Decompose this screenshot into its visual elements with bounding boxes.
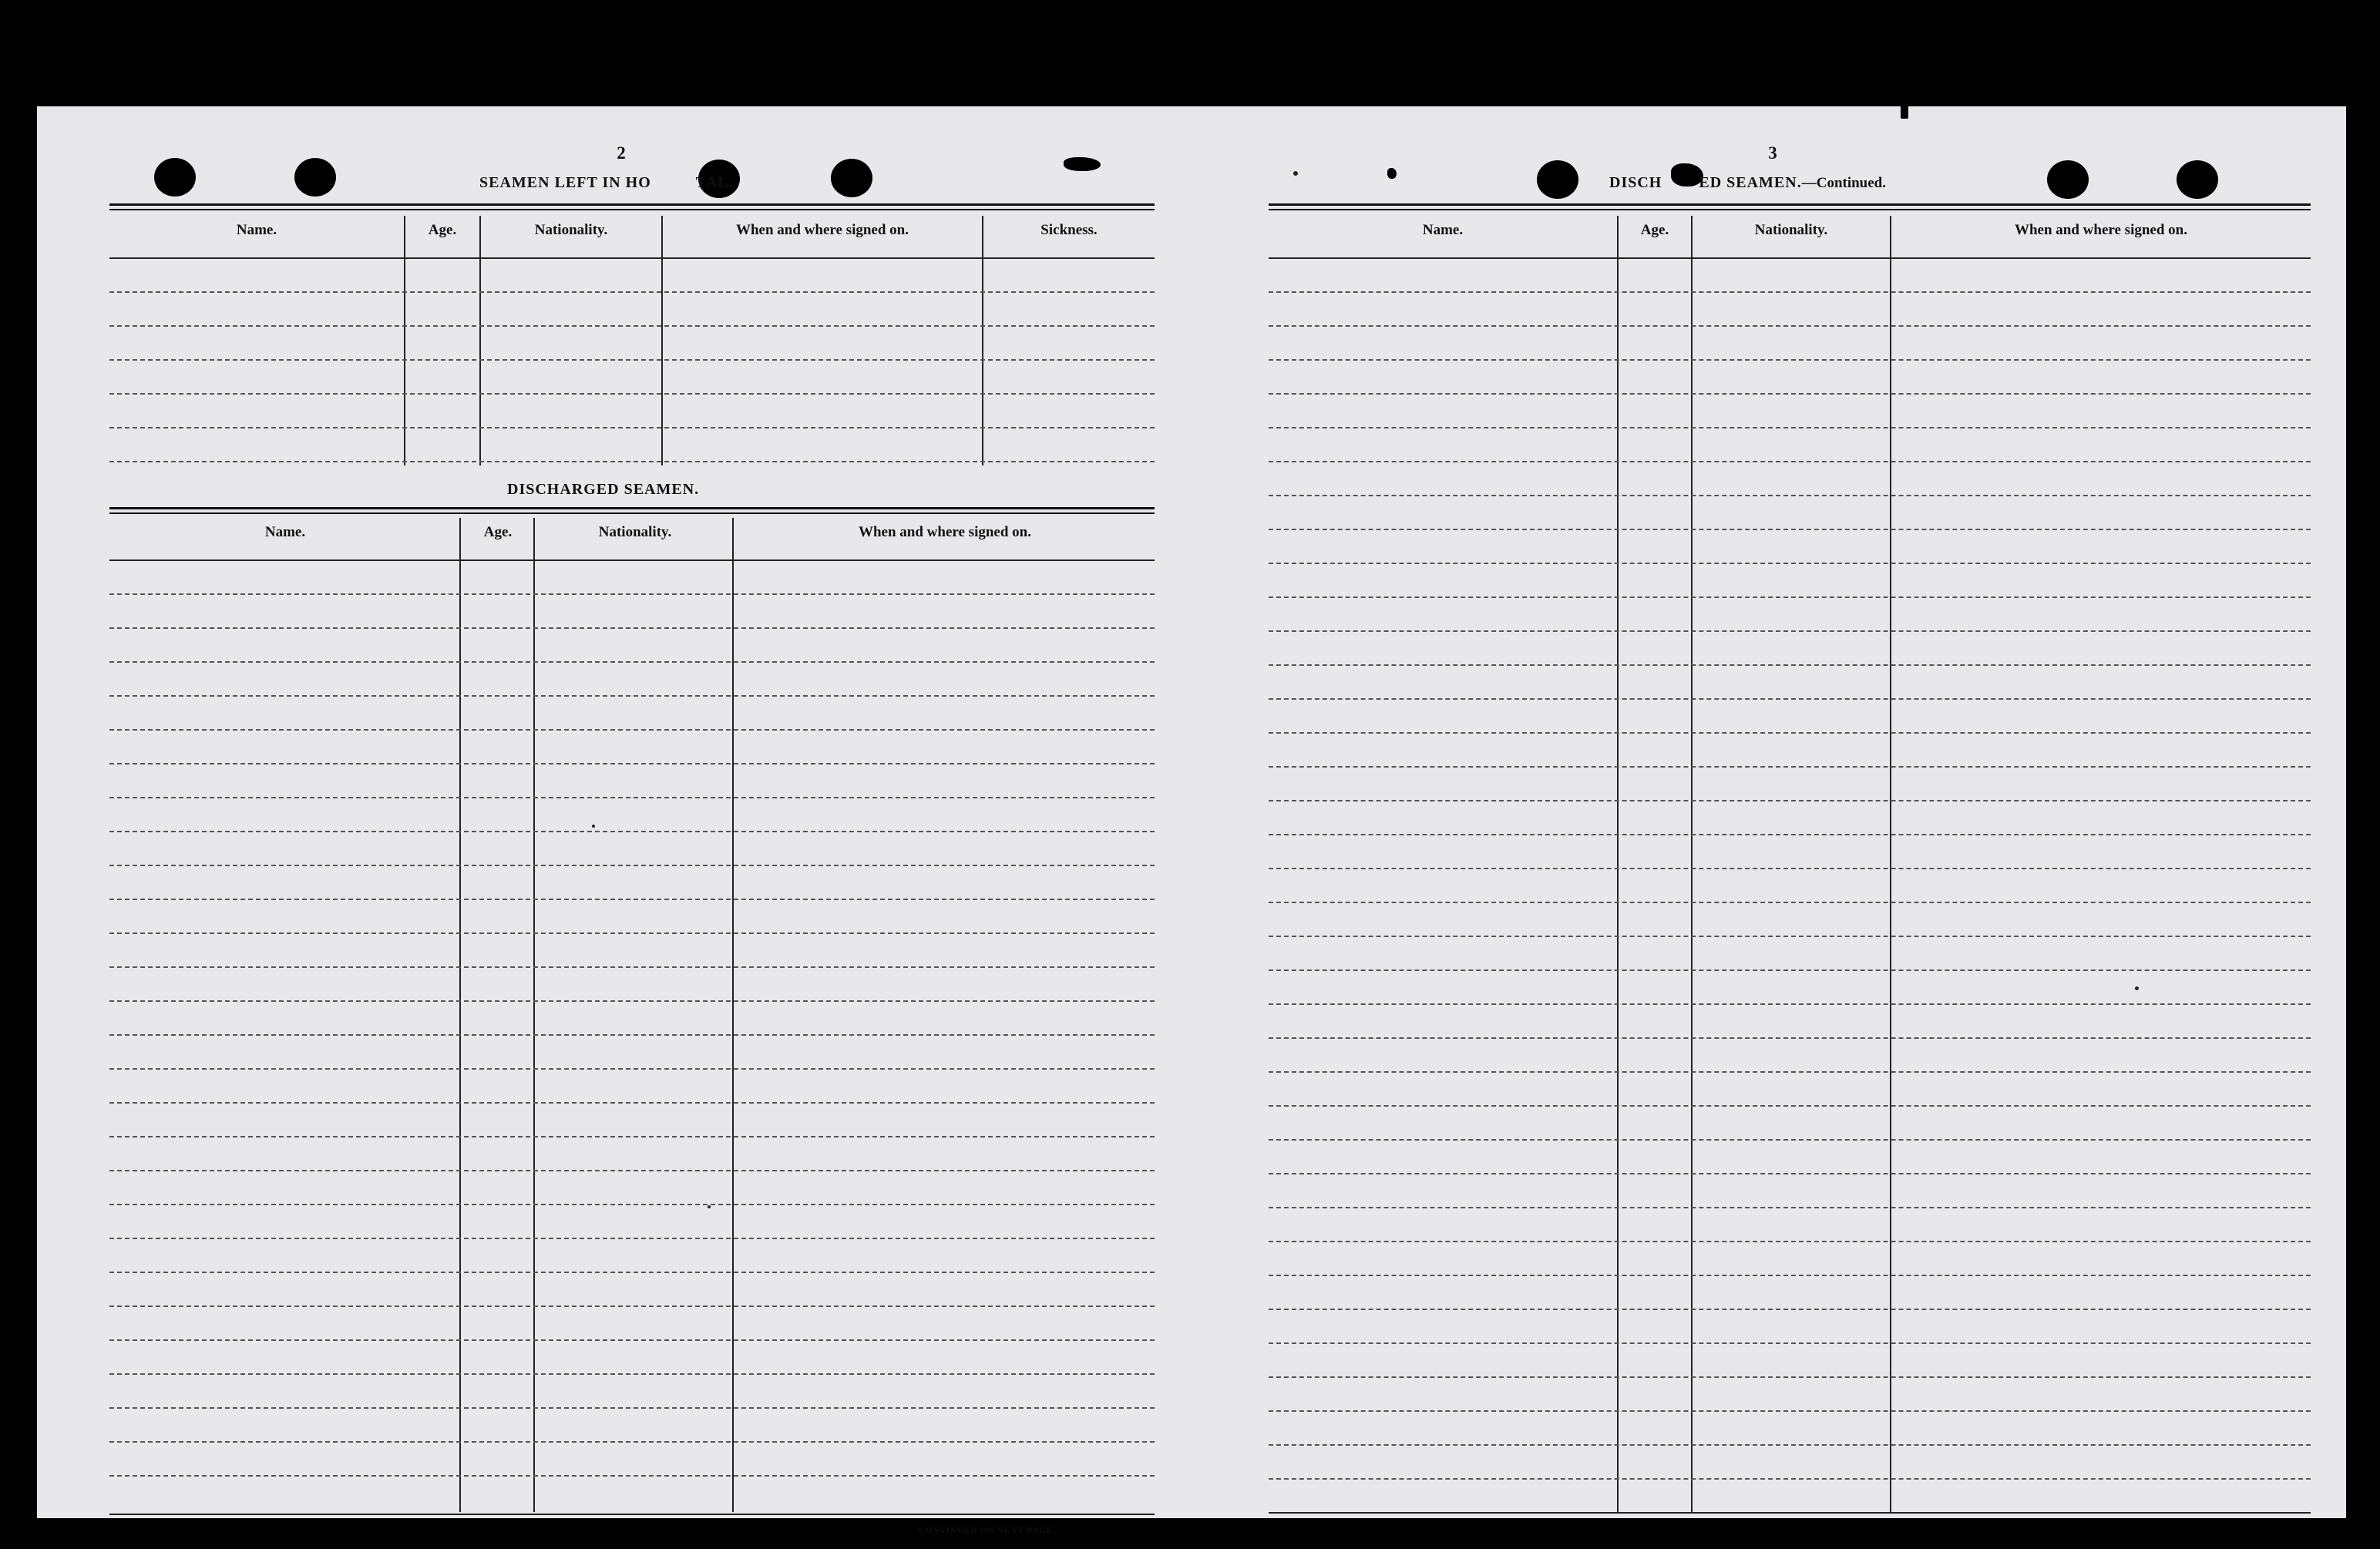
right-ruled-line [1269, 1207, 2311, 1208]
discharged-section-title: DISCHARGED SEAMEN. [507, 481, 700, 498]
right-ruled-line [1269, 1105, 2311, 1107]
right-ruled-line [1269, 969, 2311, 971]
hospital-ruled-line [109, 427, 1155, 428]
right-ruled-line [1269, 495, 2311, 496]
dust-speck [2135, 986, 2139, 990]
discharged-continued-title: DISCH ED SEAMEN.—Continued. [1609, 174, 1886, 191]
right-ruled-line [1269, 664, 2311, 666]
discharged-ruled-line [109, 661, 1155, 663]
continued-footer: CONTINUED ON NEXT PAGE. [919, 1526, 1056, 1535]
discharged-ruled-line [109, 1000, 1155, 1002]
right-ruled-line [1269, 1241, 2311, 1242]
dust-speck [1293, 171, 1298, 176]
discharged-ruled-line [109, 593, 1155, 595]
discharged-ruled-line [109, 1407, 1155, 1409]
right-ruled-line [1269, 800, 2311, 801]
discharged-ruled-line [109, 1272, 1155, 1273]
page-number-right: 3 [1768, 143, 1777, 163]
discharged-ruled-line [109, 1475, 1155, 1477]
right-bottom-rule [1269, 1512, 2311, 1514]
right-ruled-line [1269, 1410, 2311, 1412]
discharged-ruled-line [109, 1238, 1155, 1239]
discharged-header-underline [109, 559, 1155, 561]
right-ruled-line [1269, 1478, 2311, 1480]
right-ruled-line [1269, 1173, 2311, 1174]
right-ruled-line [1269, 834, 2311, 835]
right-ruled-line [1269, 1376, 2311, 1378]
right-ruled-line [1269, 868, 2311, 869]
discharged-ruled-line [109, 1305, 1155, 1307]
discharged-ruled-line [109, 763, 1155, 764]
right-col-signed-on: When and where signed on. [2014, 222, 2187, 238]
hospital-header-double-rule [109, 203, 1155, 206]
right-ruled-line [1269, 291, 2311, 293]
punch-hole [154, 158, 196, 197]
discharged-col-divider [533, 518, 535, 1512]
dust-speck [708, 1205, 711, 1208]
dust-speck [592, 825, 595, 828]
discharged-ruled-line [109, 966, 1155, 968]
discharged-ruled-line [109, 1441, 1155, 1443]
ink-blot [1901, 102, 1908, 119]
discharged-ruled-line [109, 1034, 1155, 1036]
hospital-ruled-line [109, 461, 1155, 462]
right-ruled-line [1269, 393, 2311, 395]
discharged-col-age: Age. [483, 524, 513, 540]
right-ruled-line [1269, 732, 2311, 734]
hospital-section-title: SEAMEN LEFT IN HO TAL. [479, 174, 734, 191]
discharged-col-divider [732, 518, 734, 1512]
right-ruled-line [1269, 766, 2311, 768]
right-ruled-line [1269, 596, 2311, 598]
right-col-divider [1617, 216, 1619, 1512]
discharged-ruled-line [109, 1339, 1155, 1341]
right-ruled-line [1269, 1037, 2311, 1039]
right-ruled-line [1269, 630, 2311, 632]
right-ruled-line [1269, 698, 2311, 700]
hospital-header-underline [109, 257, 1155, 259]
right-ruled-line [1269, 902, 2311, 903]
discharged-ruled-line [109, 729, 1155, 731]
discharged-col-nationality: Nationality. [598, 524, 672, 540]
punch-hole [2047, 160, 2089, 199]
right-ruled-line [1269, 359, 2311, 361]
punch-hole [2177, 160, 2218, 199]
discharged-ruled-line [109, 1102, 1155, 1104]
right-ruled-line [1269, 563, 2311, 564]
discharged-ruled-line [109, 797, 1155, 798]
right-header-underline [1269, 257, 2311, 259]
hospital-col-sickness: Sickness. [1040, 222, 1098, 238]
hospital-col-signed-on: When and where signed on. [735, 222, 909, 238]
discharged-ruled-line [109, 1204, 1155, 1205]
right-col-divider [1691, 216, 1693, 1512]
right-ruled-line [1269, 936, 2311, 937]
right-col-name: Name. [1422, 222, 1464, 238]
discharged-ruled-line [109, 627, 1155, 629]
right-col-divider [1890, 216, 1891, 1512]
right-ruled-line [1269, 427, 2311, 428]
discharged-col-divider [459, 518, 461, 1512]
punch-hole [831, 159, 872, 197]
ink-blot [1064, 157, 1101, 171]
discharged-col-name: Name. [264, 524, 306, 540]
right-ruled-line [1269, 1139, 2311, 1141]
discharged-ruled-line [109, 1068, 1155, 1070]
discharged-col-signed-on: When and where signed on. [858, 524, 1031, 540]
discharged-ruled-line [109, 831, 1155, 832]
right-ruled-line [1269, 1444, 2311, 1446]
discharged-ruled-line [109, 932, 1155, 934]
hospital-ruled-line [109, 325, 1155, 327]
hospital-ruled-line [109, 291, 1155, 293]
page-number-left: 2 [617, 143, 626, 163]
discharged-header-double-rule [109, 507, 1155, 509]
discharged-ruled-line [109, 1373, 1155, 1375]
hospital-col-age: Age. [428, 222, 457, 238]
right-ruled-line [1269, 1342, 2311, 1344]
discharged-ruled-line [109, 865, 1155, 866]
right-col-age: Age. [1640, 222, 1669, 238]
discharged-ruled-line [109, 1170, 1155, 1171]
right-col-nationality: Nationality. [1754, 222, 1828, 238]
punch-hole [294, 158, 336, 197]
hospital-ruled-line [109, 359, 1155, 361]
right-ruled-line [1269, 325, 2311, 327]
discharged-ruled-line [109, 695, 1155, 697]
right-ruled-line [1269, 461, 2311, 462]
ledger-sheet [37, 106, 2346, 1535]
right-ruled-line [1269, 529, 2311, 530]
right-header-double-rule [1269, 203, 2311, 206]
right-ruled-line [1269, 1003, 2311, 1005]
hospital-ruled-line [109, 393, 1155, 395]
right-ruled-line [1269, 1309, 2311, 1310]
ink-blot [1387, 168, 1397, 179]
right-ruled-line [1269, 1275, 2311, 1276]
discharged-ruled-line [109, 1136, 1155, 1137]
right-ruled-line [1269, 1071, 2311, 1073]
hospital-col-nationality: Nationality. [534, 222, 608, 238]
discharged-ruled-line [109, 899, 1155, 900]
punch-hole [1537, 160, 1578, 199]
discharged-bottom-rule [109, 1514, 1155, 1515]
hospital-col-name: Name. [236, 222, 277, 238]
